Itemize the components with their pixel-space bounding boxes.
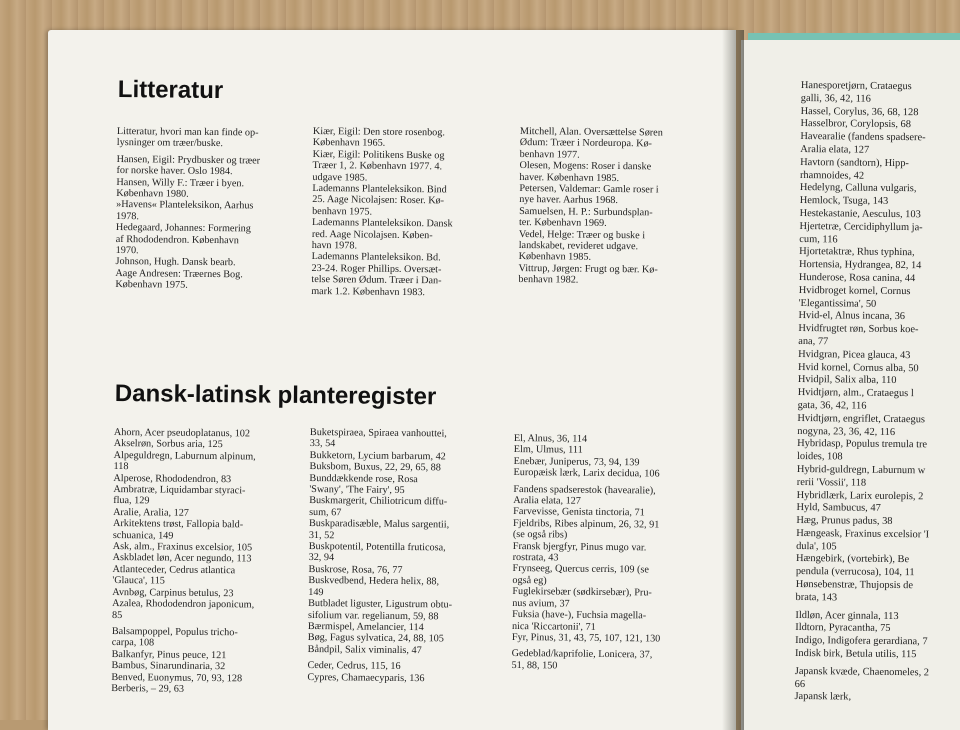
text-line: mark 1.2. København 1983. (311, 285, 426, 298)
text-line: 1970. (115, 245, 139, 257)
text-line: Bøg, Fagus sylvatica, 24, 88, 105 (307, 632, 444, 645)
text-line: Hvid-el, Alnus incana, 36 (798, 310, 906, 323)
text-line: København 1975. (115, 279, 188, 292)
text-line: nye haver. Aarhus 1968. (519, 194, 619, 207)
text-line: sum, 67 (309, 506, 342, 519)
text-line: Olesen, Mogens: Roser i danske (519, 160, 652, 173)
text-line: red. Aage Nicolajsen. Køben- (311, 228, 433, 241)
text-line: schuanica, 149 (112, 529, 174, 542)
text-line: ana, 77 (798, 335, 829, 348)
text-line: benhavn 1975. (312, 205, 373, 218)
text-line: Johnson, Hugh. Dansk bearb. (115, 256, 236, 269)
text-line: telse Søren Ødum. Træer i Dan- (311, 274, 442, 287)
text-line: Båndpil, Salix viminalis, 47 (307, 643, 422, 656)
text-line: rostrata, 43 (512, 552, 559, 564)
register-column-4-right-page (794, 80, 935, 706)
text-line: Hvid kornel, Cornus alba, 50 (797, 361, 919, 374)
text-line: Ceder, Cedrus, 115, 16 (307, 660, 401, 673)
text-line: Hassel, Corylus, 36, 68, 128 (800, 105, 919, 118)
text-line: Buksbom, Buxus, 22, 29, 65, 88 (309, 461, 441, 474)
text-line: udgave 1985. (312, 171, 368, 184)
text-line: Kiær, Eigil: Politikens Buske og (312, 148, 445, 162)
text-line: 51, 88, 150 (511, 659, 558, 672)
text-line: 25. Aage Nicolajsen: Roser. Kø- (312, 194, 445, 207)
text-line: 31, 52 (308, 529, 335, 541)
text-line: Hjortetaktræ, Rhus typhina, (799, 246, 915, 259)
text-line: Atlanteceder, Cedrus atlantica (112, 563, 236, 577)
text-line: pendula (verrucosa), 104, 11 (795, 566, 915, 579)
text-line: Hanesporetjørn, Crataegus (800, 80, 912, 93)
text-line: Ødum: Træer i Nordeuropa. Kø- (519, 137, 653, 150)
text-line: Aralia elata, 127 (513, 495, 581, 507)
text-line: Indisk birk, Betula utilis, 115 (794, 648, 917, 661)
text-line: Japansk kvæde, Chaenomeles, 2 (794, 665, 930, 679)
register-column-3 (512, 433, 663, 673)
text-line: 23-24. Roger Phillips. Oversæt- (311, 262, 442, 276)
text-line: rhamnoides, 42 (799, 169, 865, 182)
text-line: 33, 54 (309, 438, 336, 450)
text-line: Hjertetræ, Cercidiphyllum ja- (799, 220, 923, 234)
text-line: Buskmargerit, Chiliotricum diffu- (309, 495, 448, 508)
text-line: 1978. (115, 210, 140, 223)
literature-heading: Litteratur (117, 76, 224, 105)
text-line: Hvidpil, Salix alba, 110 (797, 374, 897, 387)
text-line: Ahorn, Acer pseudoplatanus, 102 (113, 427, 251, 440)
text-line: Havtorn (sandtorn), Hipp- (800, 156, 909, 169)
text-line: Buskvedbend, Hedera helix, 88, (308, 575, 440, 588)
text-line: Hansen, Willy F.: Træer i byen. (116, 176, 245, 189)
text-line: Akselrøn, Sorbus aria, 125 (113, 438, 223, 451)
text-line: cum, 116 (799, 233, 838, 245)
register-heading: Dansk-latinsk planteregister (114, 380, 437, 411)
text-line: Farvevisse, Genista tinctoria, 71 (513, 506, 645, 519)
text-line: landskabet, revideret udgave. (518, 240, 639, 253)
text-line: Hvidtjørn, alm., Crataegus l (797, 387, 914, 400)
text-line: Hvidtjørn, engriflet, Crataegus (797, 412, 926, 426)
text-line: dula', 105 (796, 540, 837, 553)
text-line: Hønsebenstræ, Thujopsis de (795, 579, 914, 592)
text-line: Cypres, Chamaecyparis, 136 (307, 671, 425, 684)
text-line: Buskrose, Rosa, 76, 77 (308, 563, 403, 576)
text-line: Europæisk lærk, Larix decidua, 106 (513, 467, 660, 480)
text-line: »Havens« Planteleksikon, Aarhus (116, 199, 254, 212)
text-line: havn 1978. (311, 240, 358, 252)
text-line: Hvidgran, Picea glauca, 43 (798, 348, 911, 361)
text-line: Hybridlærk, Larix eurolepis, 2 (796, 489, 924, 502)
text-line: lysninger om træer/buske. (116, 137, 223, 150)
text-line: Kiær, Eigil: Den store rosenbog. (312, 126, 446, 139)
text-line: galli, 36, 42, 116 (800, 92, 871, 105)
text-line: Askbladet løn, Acer negundo, 113 (112, 552, 252, 565)
text-line: Ask, alm., Fraxinus excelsior, 105 (112, 541, 253, 554)
text-line: benhavn 1982. (518, 274, 579, 286)
text-line: loides, 108 (796, 451, 843, 463)
text-line: Petersen, Valdemar: Gamle roser i (519, 183, 659, 196)
text-line: Hunderose, Rosa canina, 44 (798, 271, 916, 285)
text-line: Aage Andresen: Træernes Bog. (115, 267, 243, 281)
text-line: (se også ribs) (512, 529, 568, 541)
text-line: Azalea, Rhododendron japonicum, (112, 598, 255, 611)
text-line: Træer 1, 2. København 1977. 4. (312, 160, 443, 173)
text-line: benhavn 1977. (519, 148, 580, 161)
literature-column-2 (311, 126, 453, 299)
register-column-1 (111, 427, 256, 696)
text-line: Fandens spadserestok (havearalie), (513, 483, 656, 497)
text-line: Elm, Ulmus, 111 (513, 444, 583, 457)
text-line: Hvidbroget kornel, Cornus (798, 284, 911, 297)
text-line: Litteratur, hvori man kan finde op- (116, 126, 259, 139)
text-line: Samuelsen, H. P.: Surbundsplan- (519, 205, 653, 219)
text-line: Ambratræ, Liquidambar styraci- (113, 484, 246, 497)
text-line: 32, 94 (308, 552, 335, 564)
text-line: Balsampoppel, Populus tricho- (111, 625, 238, 639)
text-line: 'Elegantissima', 50 (798, 297, 877, 310)
text-line: Bukketorn, Lycium barbarum, 42 (309, 449, 446, 463)
text-line: Lademanns Planteleksikon. Bind (312, 183, 447, 196)
text-line: af Rhododendron. København (115, 233, 239, 246)
text-line: Hvidfrugtet røn, Sorbus koe- (798, 323, 919, 336)
text-line: Hedelyng, Calluna vulgaris, (799, 182, 917, 195)
text-line: Vedel, Helge: Træer og buske i (518, 228, 646, 241)
text-line: Avnbøg, Carpinus betulus, 23 (112, 586, 234, 599)
text-line: Bambus, Sinarundinaria, 32 (111, 660, 226, 673)
text-line: Fuksia (have-), Fuchsia magella- (512, 609, 647, 622)
text-line: Vittrup, Jørgen: Frugt og bær. Kø- (518, 262, 658, 276)
text-line: Hortensia, Hydrangea, 82, 14 (799, 259, 922, 272)
text-line: Lademanns Planteleksikon. Dansk (311, 217, 453, 230)
text-line: brata, 143 (795, 591, 838, 604)
text-line: 118 (113, 461, 129, 473)
text-line: rerii 'Vossii', 118 (796, 476, 867, 489)
text-line: Berberis, – 29, 63 (111, 682, 185, 695)
text-line: også eg) (512, 574, 547, 587)
text-line: Alpeguldregn, Laburnum alpinum, (113, 449, 256, 463)
text-line: Benved, Euonymus, 70, 93, 128 (111, 671, 243, 684)
literature-column-1 (115, 126, 260, 292)
text-line: Fransk bjergfyr, Pinus mugo var. (512, 540, 647, 554)
text-line: Buketspiraea, Spiraea vanhouttei, (309, 427, 447, 440)
text-line: Hyld, Sambucus, 47 (796, 502, 881, 515)
text-line: Fjeldribs, Ribes alpinum, 26, 32, 91 (512, 517, 660, 531)
text-line: Alperose, Rhododendron, 83 (113, 472, 232, 485)
text-line: København 1985. (518, 251, 592, 264)
text-line: haver. København 1985. (519, 171, 620, 184)
text-line: Hybrid-guldregn, Laburnum w (796, 463, 926, 477)
text-line: Lademanns Planteleksikon. Bd. (311, 251, 441, 264)
book-gutter-shadow (722, 30, 744, 730)
literature-column-3 (518, 126, 663, 287)
text-line: Ildtorn, Pyracantha, 75 (795, 622, 891, 635)
text-line: Mitchell, Alan. Oversættelse Søren (519, 126, 663, 139)
text-line: Aralie, Aralia, 127 (113, 506, 189, 519)
text-line: Fuglekirsebær (sødkirsebær), Pru- (512, 586, 652, 599)
text-line: Enebær, Juniperus, 73, 94, 139 (513, 455, 640, 469)
text-line: Hængeask, Fraxinus excelsior 'I (796, 527, 930, 541)
text-line: Bærmispel, Amelancier, 114 (307, 620, 424, 634)
text-line: Hasselbror, Corylopsis, 68 (800, 118, 912, 131)
text-line: 149 (308, 586, 324, 598)
text-line: El, Alnus, 36, 114 (513, 433, 588, 445)
text-line: København 1980. (116, 188, 189, 200)
text-line: carpa, 108 (111, 637, 155, 649)
text-line: 'Glauca', 115 (112, 575, 165, 587)
text-line: Butbladet liguster, Ligustrum obtu- (308, 598, 453, 611)
text-line: Hansen, Eigil: Prydbusker og træer (116, 153, 261, 167)
text-line: Balkanfyr, Pinus peuce, 121 (111, 648, 227, 661)
text-line: 'Swany', 'The Fairy', 95 (309, 484, 405, 497)
text-line: Aralia elata, 127 (800, 143, 870, 156)
text-line: 85 (111, 609, 123, 621)
register-column-2 (307, 427, 454, 684)
text-line: Indigo, Indigofera gerardiana, 7 (795, 635, 928, 648)
text-line: sifolium var. regelianum, 59, 88 (307, 609, 439, 622)
text-line: Hængebirk, (vortebirk), Be (795, 553, 910, 566)
text-line: nogyna, 23, 36, 42, 116 (797, 425, 896, 438)
text-line: nus avium, 37 (512, 597, 570, 610)
text-line: nica 'Riccartonii', 71 (511, 620, 596, 633)
text-line: Frynseeg, Quercus cerris, 109 (se (512, 563, 649, 576)
text-line: København 1965. (312, 137, 386, 150)
text-line: Arkitektens trøst, Fallopia bald- (112, 518, 244, 531)
text-line: Gedeblad/kaprifolie, Lonicera, 37, (511, 648, 653, 661)
text-line: Buskpotentil, Potentilla fruticosa, (308, 541, 446, 554)
text-line: Buskparadisæble, Malus sargentii, (308, 518, 450, 531)
text-line: Japansk lærk, (794, 691, 852, 704)
text-line: for norske haver. Oslo 1984. (116, 165, 233, 178)
text-line: Fyr, Pinus, 31, 43, 75, 107, 121, 130 (511, 631, 661, 645)
text-line: Hestekastanie, Aesculus, 103 (799, 207, 921, 221)
text-line: Hybridasp, Populus tremula tre (797, 438, 928, 451)
text-line: Hemlock, Tsuga, 143 (799, 195, 889, 208)
text-line: 66 (794, 678, 806, 690)
text-line: Ildløn, Acer ginnala, 113 (795, 609, 899, 622)
text-line: Hæg, Prunus padus, 38 (796, 515, 893, 528)
text-line: Bunddækkende rose, Rosa (309, 472, 418, 485)
text-line: ter. København 1969. (518, 217, 607, 230)
text-line: Hedegaard, Johannes: Formering (115, 222, 251, 235)
text-line: flua, 129 (113, 495, 150, 507)
text-line: gata, 36, 42, 116 (797, 399, 867, 412)
text-line: Havearalie (fandens spadsere- (800, 131, 926, 144)
